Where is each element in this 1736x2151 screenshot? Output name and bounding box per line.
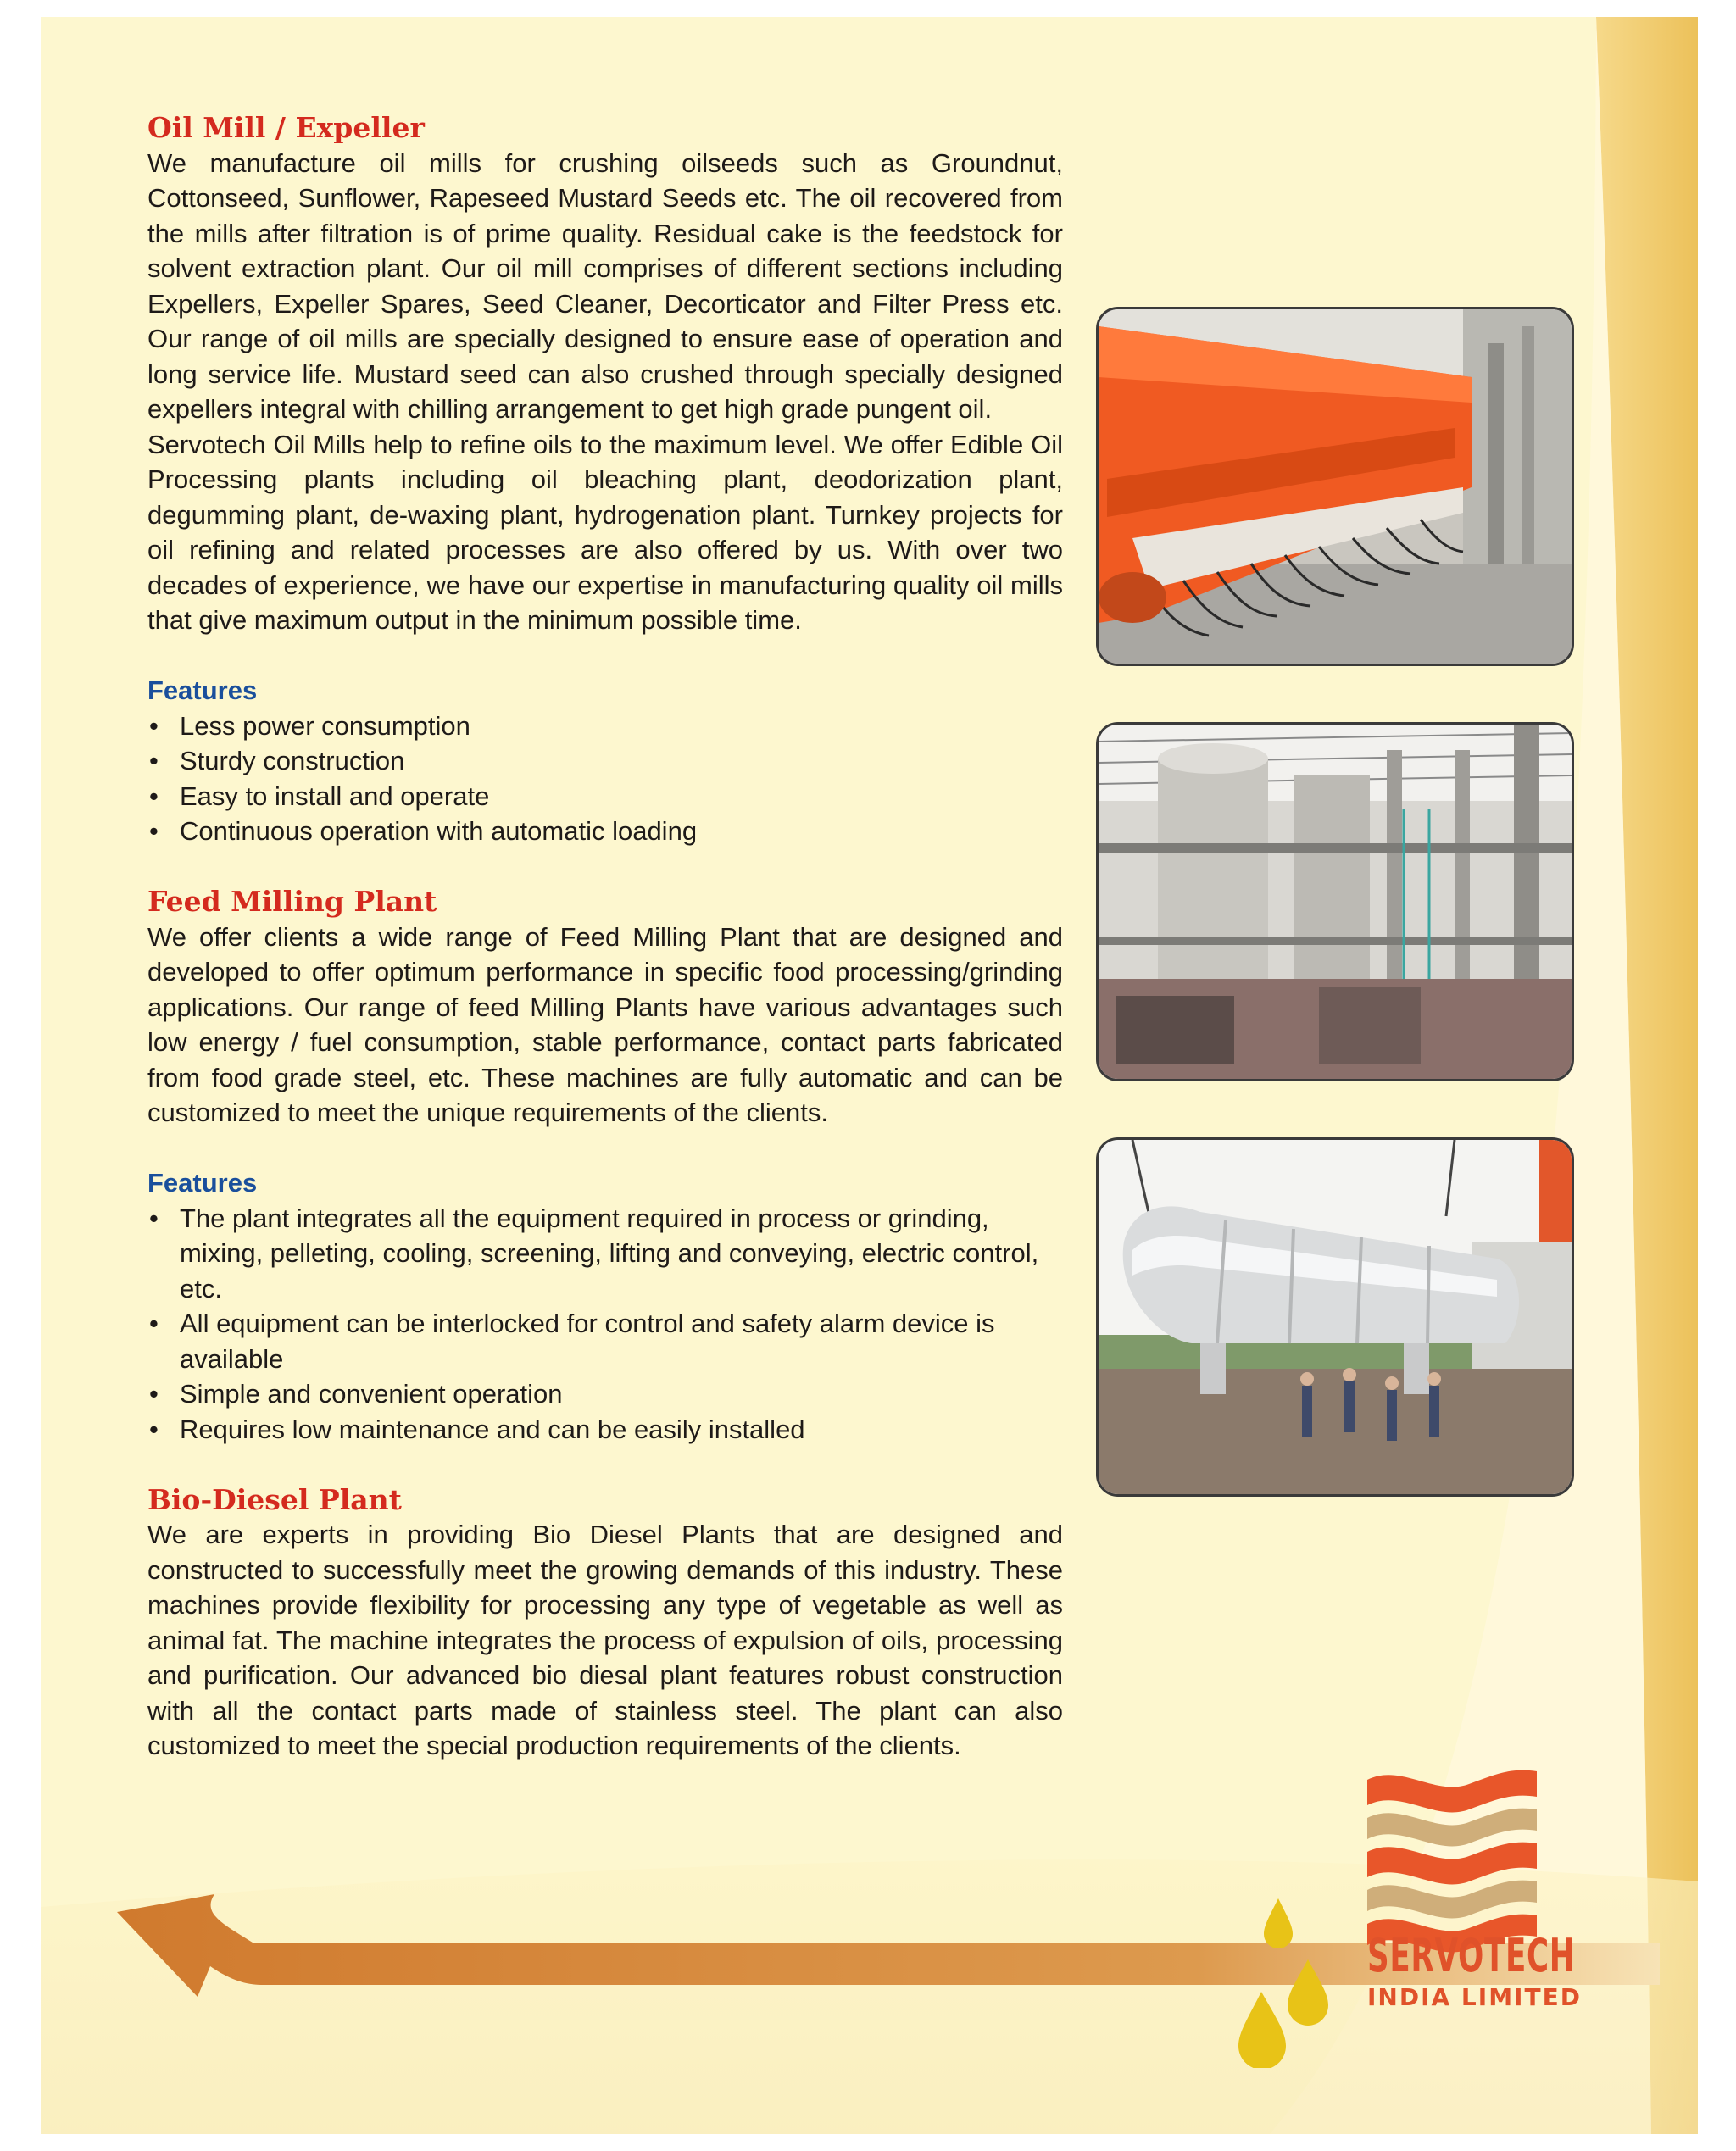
vessel-lifting-photo: [1096, 1137, 1574, 1497]
main-text-column: [147, 110, 1063, 1764]
feed-milling-paragraph: We offer clients a wide range of Feed Milling Plant that are designed and developed to offer optimum performance in specific food processing/grinding applications. Our range of feed Milling Plants have various advantages such low energy / fuel consumption, stable performance, contact parts fabricated from food grade steel, etc. These machines are fully automatic and can be customized to meet the unique requirements of the clients.: [147, 921, 1063, 1127]
brochure-page: [41, 17, 1698, 2134]
bio-diesel-paragraph: We are experts in providing Bio Diesel Plants that are designed and constructed to successfully meet the growing demands of this industry. These machines provide flexibility for processing any type of vegetable as well as animal fat. The machine integrates the process of expulsion of oils, processing and purification. Our advanced bio diesal plant features robust construction with all the contact parts made of stainless steel. The plant can also customized to meet the special production requirements of the clients.: [147, 1520, 1063, 1760]
list-item: • Sturdy construction: [147, 743, 1063, 779]
servotech-logo: [1232, 1763, 1596, 2068]
list-item: • All equipment can be interlocked for control and safety alarm device is available: [147, 1306, 1063, 1376]
bio-diesel-heading: Bio-Diesel Plant: [147, 1482, 402, 1516]
oil-mill-features-list: [147, 709, 1063, 849]
plant-structure-photo: [1096, 722, 1574, 1081]
oil-mill-paragraph-2: Servotech Oil Mills help to refine oils to the maximum level. We offer Edible Oil Processing plants including oil bleaching plant, deodorization plant, degumming plant, de-waxing plant, hydrogenation plant. Turnkey projects for oil refining and related processes are also offered by us. With over two decades of experience, we have our expertise in manufacturing quality oil mills that give maximum output in the minimum possible time.: [147, 429, 1063, 635]
feed-milling-heading: Feed Milling Plant: [147, 885, 437, 918]
list-item: • Continuous operation with automatic loading: [147, 814, 1063, 849]
list-item: • The plant integrates all the equipment required in process or grinding, mixing, pelleting, cooling, screening, lifting and conveying, electric control, etc.: [147, 1201, 1063, 1307]
oil-mill-features-title: Features: [147, 675, 258, 705]
feed-milling-features-list: [147, 1201, 1063, 1448]
oil-mill-heading: Oil Mill / Expeller: [147, 111, 425, 144]
list-item: • Simple and convenient operation: [147, 1376, 1063, 1412]
wave-mark-icon: [1367, 1770, 1537, 1953]
brand-subtitle: INDIA LIMITED: [1367, 1983, 1582, 2011]
filter-press-photo: [1096, 307, 1574, 666]
brand-name: SERVOTECH: [1367, 1929, 1576, 1982]
list-item: • Less power consumption: [147, 709, 1063, 744]
list-item: • Requires low maintenance and can be easily installed: [147, 1412, 1063, 1448]
list-item: • Easy to install and operate: [147, 779, 1063, 814]
oil-mill-paragraph-1: We manufacture oil mills for crushing oilseeds such as Groundnut, Cottonseed, Sunflower, Rapeseed Mustard Seeds etc. The oil recovered from the mills after filtration is of prime quality. Residual cake is the feedstock for solvent extraction plant. Our oil mill comprises of different sections including Expellers, Expeller Spares, Seed Cleaner, Decorticator and Filter Press etc. Our range of oil mills are specially designed to ensure ease of operation and long service life. Mustard seed can also crushed through specially designed expellers integral with chilling arrangement to get high grade pungent oil.: [147, 147, 1063, 424]
feed-milling-features-title: Features: [147, 1168, 258, 1198]
oil-drop-icon: [1238, 1898, 1328, 2068]
